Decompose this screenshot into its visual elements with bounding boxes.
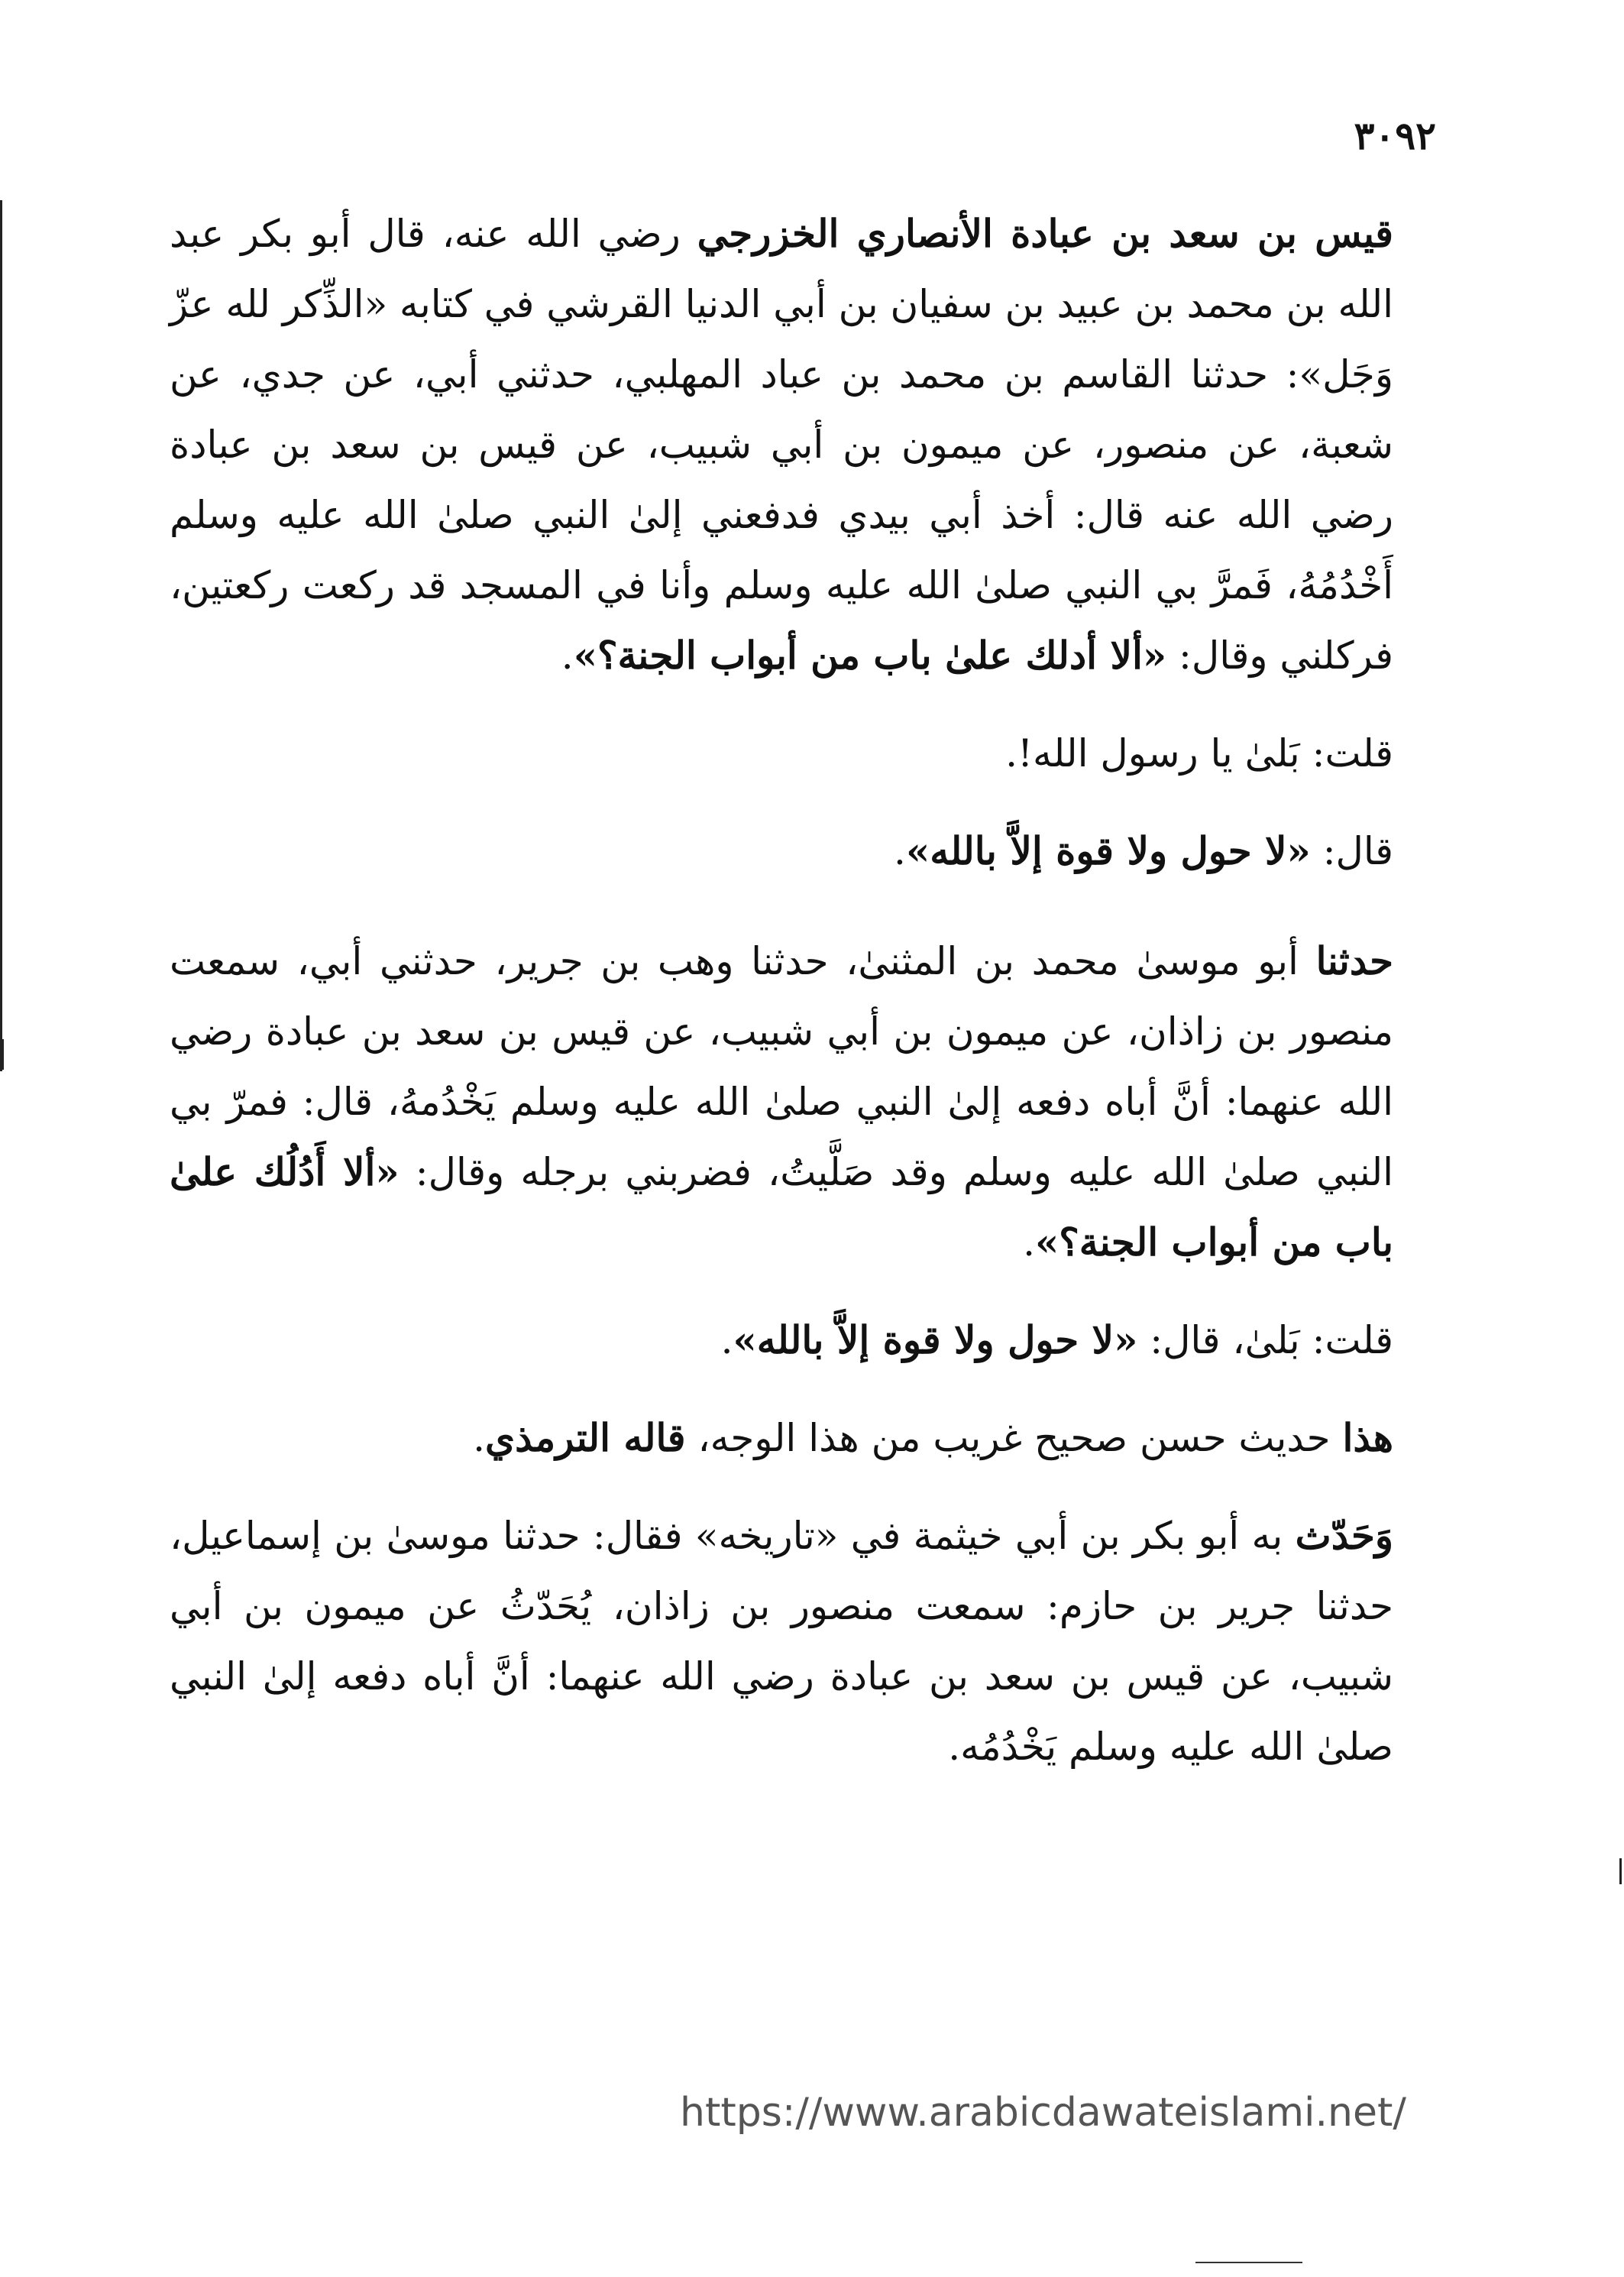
paragraph xyxy=(170,199,1393,691)
text-run: قال: xyxy=(1310,829,1393,873)
text-run: به أبو بكر بن أبي خيثمة في «تاريخه» فقال: حدثنا موسىٰ بن إسماعيل، حدثنا جرير بن حازم: سمعت منصور بن زاذان، يُحَدّثُ عن ميمون بن أبي شبيب، عن قيس بن سعد بن عبادة رضي الله عنهما: أنَّ أباه دفعه إلىٰ النبي صلىٰ الله عليه وسلم يَخْدُمُه. xyxy=(170,1514,1393,1769)
bold-text-run: «ألا أَدُلُك علىٰ باب من أبواب الجنة؟» xyxy=(170,1149,1393,1265)
text-run: . xyxy=(561,633,574,678)
bold-text-run: «ألا أدلك علىٰ باب من أبواب الجنة؟» xyxy=(573,633,1167,678)
bold-text-run: حدثنا xyxy=(1315,938,1393,983)
bold-text-run: «لا حول ولا قوة إلاَّ بالله» xyxy=(733,1317,1138,1362)
paragraph xyxy=(170,926,1393,1278)
bold-text-run: وَحَدّث xyxy=(1295,1513,1393,1558)
bold-text-run: قاله الترمذي xyxy=(485,1415,686,1460)
text-run: أبو موسىٰ محمد بن المثنىٰ، حدثنا وهب بن جرير، حدثني أبي، سمعت منصور بن زاذان، عن ميمون بن أبي شبيب، عن قيس بن سعد بن عبادة رضي الله عنهما: أنَّ أباه دفعه إلىٰ النبي صلىٰ الله عليه وسلم يَخْدُمهُ، قال: فمرّ بي النبي صلىٰ الله عليه وسلم وقد صَلَّيتُ، فضربني برجله وقال: xyxy=(170,939,1394,1194)
paragraph xyxy=(170,1403,1393,1473)
scan-margin-mark xyxy=(1619,1858,1622,1884)
bold-text-run: هذا xyxy=(1342,1415,1393,1460)
text-run: . xyxy=(720,1318,733,1362)
page-number: ٣٠٩٢ xyxy=(1354,113,1436,158)
paragraph xyxy=(170,816,1393,886)
scan-margin-mark xyxy=(0,200,2,1071)
text-run: . xyxy=(473,1416,486,1460)
article-body xyxy=(170,199,1393,1782)
bold-text-run: قيس بن سعد بن عبادة الأنصاري الخزرجي xyxy=(697,211,1393,256)
text-run: . xyxy=(1023,1220,1036,1265)
paragraph xyxy=(170,1305,1393,1375)
bottom-divider xyxy=(1195,2262,1302,2263)
text-run: . xyxy=(894,829,906,873)
text-run: حديث حسن صحيح غريب من هذا الوجه، xyxy=(685,1416,1343,1460)
paragraph xyxy=(170,718,1393,789)
footer-url-watermark: https://www.arabicdawateislami.net/ xyxy=(680,2090,1406,2136)
text-run: قلت: بَلىٰ يا رسول الله!. xyxy=(1005,731,1393,776)
scan-margin-mark xyxy=(2,1039,4,1070)
text-run: قلت: بَلىٰ، قال: xyxy=(1137,1318,1393,1362)
text-run: رضي الله عنه، قال أبو بكر عبد الله بن محمد بن عبيد بن سفيان بن أبي الدنيا القرشي في كتابه «الذِّكر لله عزّ وَجَل»: حدثنا القاسم بن محمد بن عباد المهلبي، حدثني أبي، عن جدي، عن شعبة، عن منصور، عن ميمون بن أبي شبيب، عن قيس بن سعد بن عبادة رضي الله عنه قال: أخذ أبي بيدي فدفعني إلىٰ النبي صلىٰ الله عليه وسلم أَخْدُمُهُ، فَمرَّ بي النبي صلىٰ الله عليه وسلم وأنا في المسجد قد ركعت ركعتين، فركلني وقال: xyxy=(170,212,1394,678)
paragraph xyxy=(170,1501,1393,1782)
bold-text-run: «لا حول ولا قوة إلاَّ بالله» xyxy=(905,828,1311,873)
